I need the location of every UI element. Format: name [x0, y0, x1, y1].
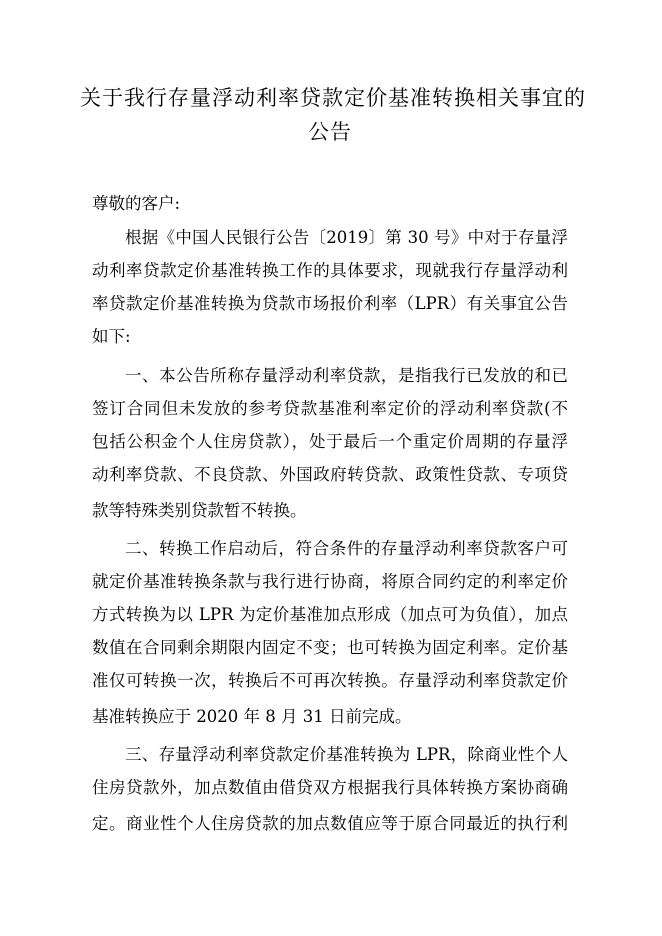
- paragraph-4-line-1: 三、存量浮动利率贷款定价基准转换为 LPR，除商业性个人: [125, 745, 568, 764]
- paragraph-3-line-6: 基准转换应于 2020 年 8 月 31 日前完成。: [92, 707, 412, 726]
- paragraph-2-line-4: 动利率贷款、不良贷款、外国政府转贷款、政策性贷款、专项贷: [92, 465, 568, 484]
- paragraph-2-line-3: 包括公积金个人住房贷款），处于最后一个重定价周期的存量浮: [92, 432, 568, 451]
- document-title-line-1: 关于我行存量浮动利率贷款定价基准转换相关事宜的: [80, 86, 586, 110]
- paragraph-3-line-2: 就定价基准转换条款与我行进行协商，将原合同约定的利率定价: [92, 572, 568, 591]
- paragraph-3-line-1: 二、转换工作启动后，符合条件的存量浮动利率贷款客户可: [125, 539, 568, 558]
- paragraph-2-line-2: 签订合同但未发放的参考贷款基准利率定价的浮动利率贷款(不: [92, 399, 568, 418]
- paragraph-1-line-3: 率贷款定价基准转换为贷款市场报价利率（LPR）有关事宜公告: [92, 294, 568, 313]
- paragraph-3-line-5: 准仅可转换一次，转换后不可再次转换。存量浮动利率贷款定价: [92, 671, 568, 690]
- salutation: 尊敬的客户:: [92, 194, 181, 213]
- paragraph-3-line-4: 数值在合同剩余期限内固定不变；也可转换为固定利率。定价基: [92, 638, 568, 657]
- paragraph-1-line-1: 根据《中国人民银行公告〔2019〕第 30 号》中对于存量浮: [125, 228, 568, 247]
- paragraph-4-line-2: 住房贷款外，加点数值由借贷双方根据我行具体转换方案协商确: [92, 778, 568, 797]
- paragraph-1-line-2: 动利率贷款定价基准转换工作的具体要求，现就我行存量浮动利: [92, 261, 568, 280]
- paragraph-2-line-5: 款等特殊类别贷款暂不转换。: [92, 501, 307, 520]
- paragraph-1-line-4: 如下:: [92, 327, 131, 346]
- paragraph-4-line-3: 定。商业性个人住房贷款的加点数值应等于原合同最近的执行利: [92, 814, 568, 833]
- paragraph-2-line-1: 一、本公告所称存量浮动利率贷款，是指我行已发放的和已: [125, 366, 568, 385]
- document-title-line-2: 公告: [308, 120, 352, 144]
- paragraph-3-line-3: 方式转换为以 LPR 为定价基准加点形成（加点可为负值），加点: [92, 605, 568, 624]
